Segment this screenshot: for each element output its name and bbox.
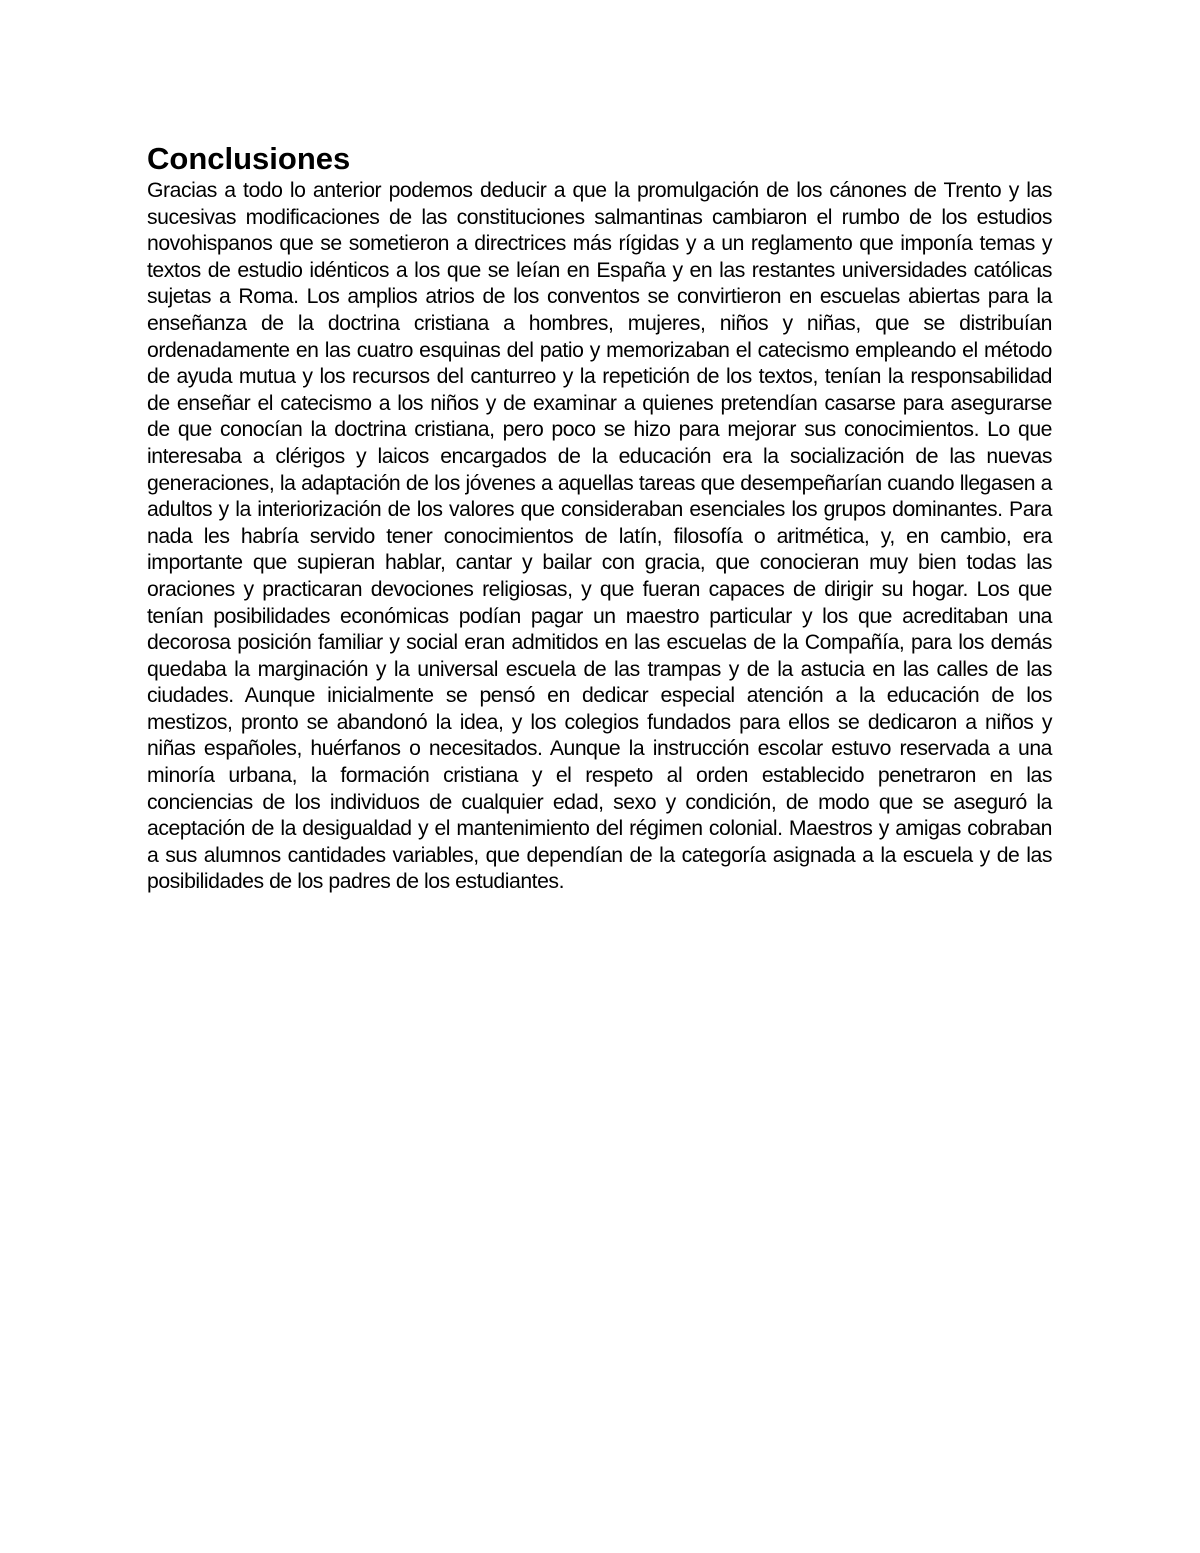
body-paragraph: Gracias a todo lo anterior podemos deducir a que la promulgación de los cánones de Trento y las sucesivas modificaciones de las constituciones salmantinas cambiaron el rumbo de los estudios novohispanos que se sometieron a directrices más rígidas y a un reglamento que imponía temas y textos de estudio idénticos a los que se leían en España y en las restantes universidades católicas sujetas a Roma. Los amplios atrios de los conventos se convirtieron en escuelas abiertas para la enseñanza de la doctrina cristiana a hombres, mujeres, niños y niñas, que se distribuían ordenadamente en las cuatro esquinas del patio y memorizaban el catecismo empleando el método de ayuda mutua y los recursos del canturreo y la repetición de los textos, tenían la responsabilidad de enseñar el catecismo a los niños y de examinar a quienes pretendían casarse para asegurarse de que conocían la doctrina cristiana, pero poco se hizo para mejorar sus conocimientos. Lo que interesaba a clérigos y laicos encargados de la educación era la socialización de las nuevas generaciones, la adaptación de los jóvenes a aquellas tareas que desempeñarían cuando llegasen a adultos y la interiorización de los valores que consideraban esenciales los grupos dominantes. Para nada les habría servido tener conocimientos de latín, filosofía o aritmética, y, en cambio, era importante que supieran hablar, cantar y bailar con gracia, que conocieran muy bien todas las oraciones y practicaran devociones religiosas, y que fueran capaces de dirigir su hogar. Los que tenían posibilidades económicas podían pagar un maestro particular y los que acreditaban una decorosa posición familiar y social eran admitidos en las escuelas de la Compañía, para los demás quedaba la marginación y la universal escuela de las trampas y de la astucia en las calles de las ciudades. Aunque inicialmente se pensó en dedicar especial atención a la educación de los mestizos, pronto se abandonó la idea, y los colegios fundados para ellos se dedicaron a niños y niñas españoles, huérfanos o necesitados. Aunque la instrucción escolar estuvo reservada a una minoría urbana, la formación cristiana y el respeto al orden establecido penetraron en las conciencias de los individuos de cualquier edad, sexo y condición, de modo que se aseguró la aceptación de la desigualdad y el mantenimiento del régimen colonial. Maestros y amigas cobraban a sus alumnos cantidades variables, que dependían de la categoría asignada a la escuela y de las posibilidades de los padres de los estudiantes.	[147, 179, 1052, 894]
document-page	[147, 140, 1052, 896]
section-heading: Conclusiones	[147, 141, 351, 176]
